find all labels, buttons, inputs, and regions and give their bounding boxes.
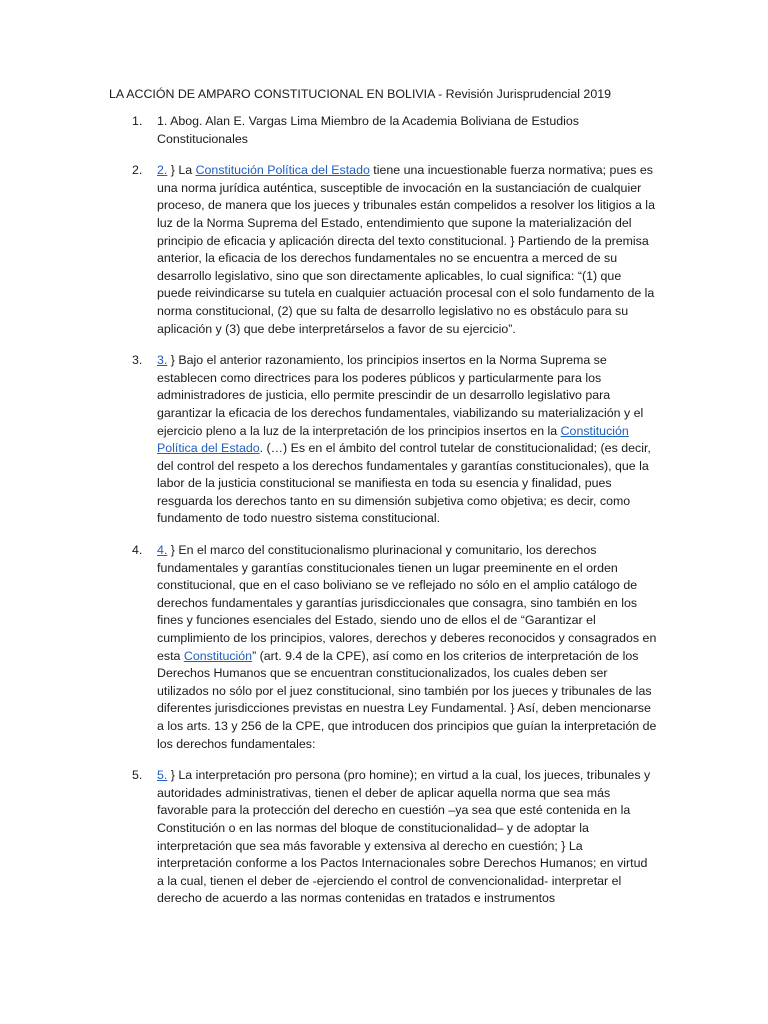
footnote-link[interactable]: 3. (157, 353, 168, 368)
segment-text: ” (art. 9.4 de la CPE), así como en los criterios de interpretación de los Derechos Humanos que se encuentran constitucionalizados, los cuales deben ser utilizados no sólo por el juez constitucional, sino también por los jueces y tribunales de las diferentes jurisdicciones previstas en nuestra Ley Fundamental. } Así, deben mencionarse a los arts. 13 y 256 de la CPE, que introducen dos principios que guían la interpretación de los derechos fundamentales: (157, 648, 657, 751)
item-text (157, 113, 657, 148)
item-text (157, 767, 657, 908)
item-number: 5. (132, 768, 143, 783)
list-item (0, 767, 768, 908)
item-number: 3. (132, 353, 143, 368)
item-text (157, 352, 657, 528)
footnote-link[interactable]: 4. (157, 543, 168, 558)
footnote-list (0, 113, 768, 922)
footnote-link[interactable]: 2. (157, 163, 168, 178)
item-number: 2. (132, 163, 143, 178)
footnote-link[interactable]: 5. (157, 768, 168, 783)
segment-text: . (…) Es en el ámbito del control tutelar de constitucionalidad; (es decir, del control del respeto a los derechos fundamentales y garantías constitucionales), que la labor de la justicia constitucional se manifiesta en toda su esencia y finalidad, pues resguarda los derechos tanto en su dimensión subjetiva como objetiva; es decir, como fundamento de todo nuestro sistema constitucional. (157, 441, 651, 526)
list-item (0, 542, 768, 753)
segment-text: } En el marco del constitucionalismo plurinacional y comunitario, los derechos fundamentales y garantías constitucionales tienen un lugar preeminente en el orden constitucional, que en el caso boliviano se ve reflejado no sólo en el amplio catálogo de derechos fundamentales y garantías jurisdiccionales que consagra, sino también en los fines y funciones esenciales del Estado, siendo uno de ellos el de “Garantizar el cumplimiento de los principios, valores, derechos y deberes reconocidos y consagrados en esta (157, 543, 657, 663)
item-number: 1. (132, 114, 143, 128)
item-text (157, 542, 657, 753)
list-item (0, 113, 768, 148)
constitution-link[interactable]: Constitución Política del Estado (195, 163, 370, 178)
document-title: LA ACCIÓN DE AMPARO CONSTITUCIONAL EN BOLIVIA - Revisión Jurisprudencial 2019 (109, 87, 611, 101)
list-item (0, 352, 768, 528)
item-text (157, 162, 657, 338)
segment-text: 1. Abog. Alan E. Vargas Lima Miembro de la Academia Boliviana de Estudios Constitucionales (157, 114, 579, 146)
segment-text: } La interpretación pro persona (pro homine); en virtud a la cual, los jueces, tribunales y autoridades administrativas, tienen el deber de aplicar aquella norma que sea más favorable para la protección del derecho en cuestión –ya sea que esté contenida en la Constitución o en las normas del bloque de constitucionalidad– y de adoptar la interpretación que sea más favorable y extensiva al derecho en cuestión; } La interpretación conforme a los Pactos Internacionales sobre Derechos Humanos; en virtud a la cual, tienen el deber de -ejerciendo el control de convencionalidad- interpretar el derecho de acuerdo a las normas contenidas en tratados e instrumentos (157, 768, 651, 906)
segment-text: tiene una incuestionable fuerza normativa; pues es una norma jurídica auténtica, susceptible de invocación en la sustanciación de cualquier proceso, de manera que los jueces y tribunales están compelidos a resolver los litigios a la luz de la Norma Suprema del Estado, entendimiento que supone la materialización del principio de eficacia y aplicación directa del texto constitucional. } Partiendo de la premisa anterior, la eficacia de los derechos fundamentales no se encuentra a merced de su desarrollo legislativo, sino que son directamente aplicables, lo cual significa: “(1) que puede reivindicarse su tutela en cualquier actuación procesal con el solo fundamento de la norma constitucional, (2) que su falta de desarrollo legislativo no es obstáculo para su aplicación y (3) que debe interpretárselos a favor de su ejercicio”. (157, 163, 655, 336)
item-number: 4. (132, 543, 143, 558)
constitution-link[interactable]: Constitución Política del Estado (157, 423, 629, 456)
constitution-link[interactable]: Constitución (183, 648, 253, 663)
list-item (0, 162, 768, 338)
segment-text: } Bajo el anterior razonamiento, los principios insertos en la Norma Suprema se establecen como directrices para los poderes públicos y particularmente para los administradores de justicia, ello permite prescindir de un desarrollo legislativo para garantizar la eficacia de los derechos fundamentales, viabilizando su materialización y el ejercicio pleno a la luz de la interpretación de los principios insertos en la (157, 353, 644, 438)
segment-text: } La (167, 163, 196, 178)
